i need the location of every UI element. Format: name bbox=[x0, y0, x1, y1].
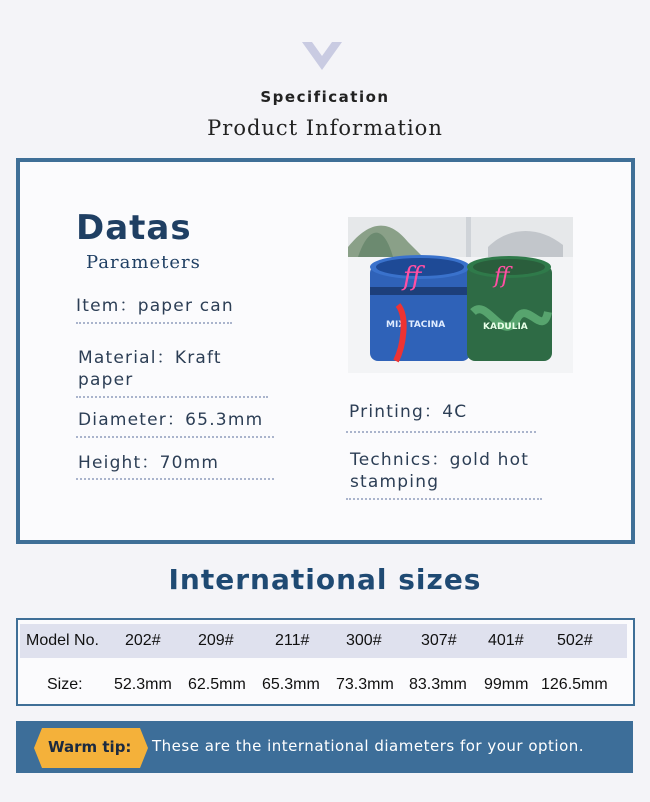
chevron-down-icon bbox=[302, 40, 342, 72]
parameters-subheading: Parameters bbox=[86, 252, 201, 273]
warm-tip-label: Warm tip: bbox=[48, 738, 132, 756]
technics-underline bbox=[346, 498, 542, 500]
printing-field: Printing：4C bbox=[349, 402, 468, 422]
model-cell: 211# bbox=[275, 632, 310, 649]
height-field: Height：70mm bbox=[78, 453, 220, 473]
page-title: Product Information bbox=[207, 116, 443, 140]
diameter-field: Diameter：65.3mm bbox=[78, 410, 264, 430]
right-can-text: KADULIA bbox=[483, 322, 528, 332]
model-cell: 209# bbox=[198, 632, 234, 649]
spec-label: Specification bbox=[260, 88, 390, 106]
svg-text:ff: ff bbox=[494, 264, 510, 289]
material-underline bbox=[76, 396, 268, 398]
material-field-line1: Material：Kraft bbox=[78, 348, 222, 368]
diameter-underline bbox=[76, 436, 274, 438]
datas-heading: Datas bbox=[76, 208, 192, 248]
model-label: Model No. bbox=[26, 632, 99, 649]
item-underline bbox=[76, 322, 232, 324]
technics-field-line1: Technics：gold hot bbox=[350, 450, 530, 470]
model-cell: 401# bbox=[488, 632, 524, 649]
svg-text:ff: ff bbox=[403, 262, 422, 292]
size-cell: 52.3mm bbox=[114, 676, 172, 693]
model-cell: 300# bbox=[346, 632, 382, 649]
model-cell: 307# bbox=[421, 632, 457, 649]
international-sizes-heading: International sizes bbox=[168, 563, 482, 596]
size-cell: 99mm bbox=[484, 676, 529, 693]
height-underline bbox=[76, 478, 274, 480]
size-label: Size: bbox=[47, 676, 83, 693]
size-cell: 65.3mm bbox=[262, 676, 320, 693]
model-row-bg bbox=[20, 624, 627, 658]
left-can-text: MIX TACINA bbox=[386, 320, 446, 330]
size-cell: 62.5mm bbox=[188, 676, 246, 693]
model-cell: 202# bbox=[125, 632, 161, 649]
item-field: Item：paper can bbox=[76, 296, 234, 316]
material-field-line2: paper bbox=[78, 370, 134, 390]
printing-underline bbox=[346, 431, 536, 433]
size-cell: 83.3mm bbox=[409, 676, 467, 693]
warm-tip-text: These are the international diameters for your option. bbox=[152, 737, 585, 755]
model-cell: 502# bbox=[557, 632, 593, 649]
product-photo bbox=[348, 217, 573, 373]
size-cell: 73.3mm bbox=[336, 676, 394, 693]
technics-field-line2: stamping bbox=[350, 472, 440, 492]
size-cell: 126.5mm bbox=[541, 676, 608, 693]
